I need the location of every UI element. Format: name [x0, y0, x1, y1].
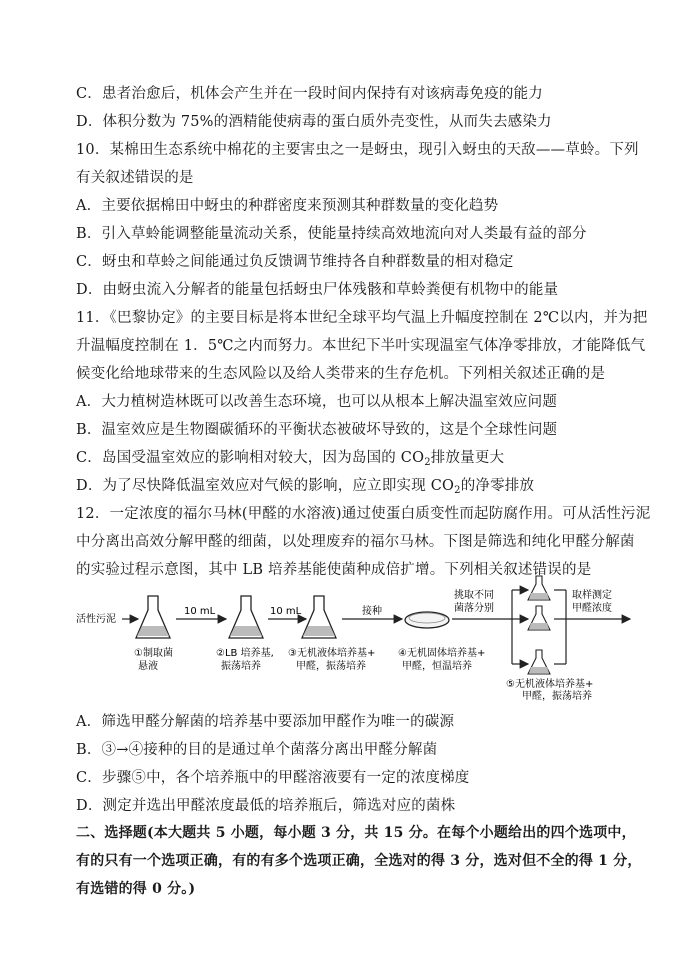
option-11c: C．岛国受温室效应的影响相对较大，因为岛国的 $CO_2$排放量更大 [76, 450, 505, 468]
section-2-instructions: 有的只有一个选项正确，有的有多个选项正确，全选对的得 3 分，选对但不全的得 1 分， [76, 853, 642, 869]
option-11d: D．为了尽快降低温室效应对气候的影响，应立即实现 $CO_2$的净零排放 [76, 478, 535, 496]
measure-label-a: 取样测定 [572, 590, 612, 601]
step-1-label-b: 悬液 [138, 661, 158, 672]
option-10d: D．由蚜虫流入分解者的能量包括蚜虫尸体残骸和草蛉粪便有机物中的能量 [76, 282, 559, 298]
option-9d: D．体积分数为 75%的酒精能使病毒的蛋白质外壳变性，从而失去感染力 [76, 114, 552, 130]
step-5-label-a: ⑤无机液体培养基+ [506, 679, 594, 690]
arrow-2-label: 10 mL [270, 606, 302, 617]
sludge-label: 活性污泥 [76, 614, 116, 625]
step-3-label-a: ③无机液体培养基+ [288, 648, 376, 659]
section-2-heading: 二、选择题(本大题共 5 小题，每小题 3 分，共 15 分。在每个小题给出的四个选项中， [76, 825, 636, 841]
option-12b: B．③→④接种的目的是通过单个菌落分离出甲醛分解菌 [76, 742, 438, 758]
step-4-label-b: 甲醛，恒温培养 [402, 661, 472, 672]
option-11a: A．大力植树造林既可以改善生态环境，也可以从根本上解决温室效应问题 [76, 394, 558, 410]
step-1-label-a: ①制取菌 [134, 648, 173, 659]
option-9c: C．患者治愈后，机体会产生并在一段时间内保持有对该病毒免疫的能力 [76, 86, 543, 102]
question-12-stem: 12．一定浓度的福尔马林(甲醛的水溶液)通过使蛋白质变性而起防腐作用。可从活性污泥 [76, 506, 651, 522]
pick-label-b: 菌落分别 [454, 603, 494, 614]
option-12d: D．测定并选出甲醛浓度最低的培养瓶后，筛选对应的菌株 [76, 798, 456, 814]
option-11b: B．温室效应是生物圈碳循环的平衡状态被破坏导致的，这是个全球性问题 [76, 422, 558, 438]
flask-5c [528, 650, 550, 674]
step-2-label-b: 振荡培养 [221, 661, 261, 672]
arrow-1-label: 10 mL [184, 606, 216, 617]
inoculate-label: 接种 [362, 606, 382, 617]
question-11-stem: 11．《巴黎协定》的主要目标是将本世纪全球平均气温上升幅度控制在 2℃以内，并为把 [76, 310, 648, 326]
pick-label-a: 挑取不同 [454, 590, 494, 601]
flask-5a [528, 576, 550, 600]
step-2-label-a: ②LB 培养基, [216, 648, 274, 659]
question-11-stem-cont2: 候变化给地球带来的生态风险以及给人类带来的生存危机。下列相关叙述正确的是 [76, 366, 606, 382]
question-12-stem-cont: 中分离出高效分解甲醛的细菌，以处理废弃的福尔马林。下图是筛选和纯化甲醛分解菌 [76, 534, 635, 550]
option-12c: C．步骤⑤中，各个培养瓶中的甲醛溶液要有一定的浓度梯度 [76, 770, 470, 786]
option-10b: B．引入草蛉能调整能量流动关系，使能量持续高效地流向对人类最有益的部分 [76, 226, 587, 242]
question-12-stem-cont2: 的实验过程示意图，其中 LB 培养基能使菌种成倍扩增。下列相关叙述错误的是 [76, 562, 592, 578]
step-4-label-a: ④无机固体培养基+ [398, 648, 486, 659]
option-10c: C．蚜虫和草蛉之间能通过负反馈调节维持各自种群数量的相对稳定 [76, 254, 514, 270]
petri-dish [405, 612, 449, 628]
question-11-stem-cont: 升温幅度控制在 1．5℃之内而努力。本世纪下半叶实现温室气体净零排放，才能降低气 [76, 338, 646, 354]
measure-label-b: 甲醛浓度 [572, 603, 612, 614]
step-5-label-b: 甲醛，振荡培养 [522, 691, 592, 702]
section-2-instructions-cont: 有选错的得 0 分。) [76, 881, 196, 897]
experiment-diagram [76, 572, 636, 702]
flask-2 [229, 596, 263, 638]
question-10-stem: 10．某棉田生态系统中棉花的主要害虫之一是蚜虫，现引入蚜虫的天敌——草蛉。下列 [76, 142, 639, 158]
flask-1 [136, 596, 170, 638]
flask-3 [302, 596, 336, 638]
option-10a: A．主要依据棉田中蚜虫的种群密度来预测其种群数量的变化趋势 [76, 198, 499, 214]
step-3-label-b: 甲醛，振荡培养 [296, 661, 366, 672]
option-12a: A．筛选甲醛分解菌的培养基中要添加甲醛作为唯一的碳源 [76, 714, 455, 730]
question-10-stem-cont: 有关叙述错误的是 [76, 170, 194, 186]
flask-5b [528, 606, 550, 630]
